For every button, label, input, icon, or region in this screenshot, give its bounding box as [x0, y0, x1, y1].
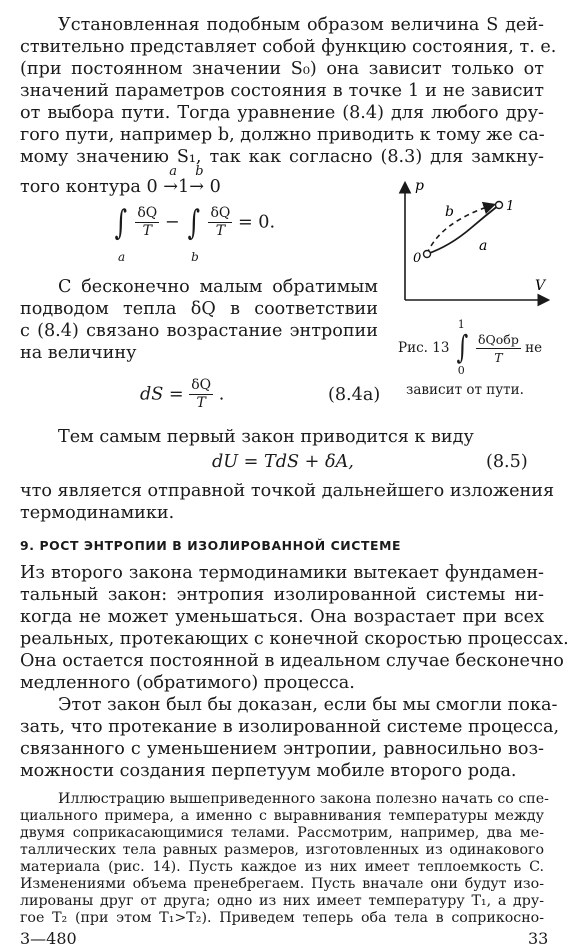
equation-8-5: dU = TdS + δA,	[212, 452, 354, 472]
point-1-label: 1	[506, 199, 515, 214]
page-number: 33	[528, 929, 549, 948]
axis-p-label: p	[415, 178, 424, 194]
eq84a-num: δQ	[191, 377, 212, 393]
point-0-label: 0	[413, 251, 422, 266]
para6-line-2: зать, что протекание в изолированной системе процесса,	[20, 717, 560, 737]
eq84a-lhs: dS =	[140, 384, 184, 405]
para1-line-3: (при постоянном значении S₀) она зависит только от	[20, 59, 544, 79]
fraction-b	[208, 205, 232, 240]
para5-line-2: тальный закон: энтропия изолированной системы ни-	[20, 585, 544, 605]
contour-zero-end: 0	[209, 177, 221, 197]
caption-prefix: Рис. 13	[398, 340, 450, 356]
fraction-b-den: T	[215, 223, 226, 239]
para7-line-3: двумя соприкасающимися телами. Рассмотрим, например, два ме-	[20, 825, 544, 841]
para2-line-3: с (8.4) связано возрастание энтропии	[20, 321, 378, 341]
eq84a-dot: .	[218, 384, 225, 405]
para6-line-1: Этот закон был бы доказан, если бы мы смогли пока-	[58, 695, 558, 715]
para7-line-5: материала (рис. 14). Пусть каждое из них имеет теплоемкость C.	[20, 859, 544, 875]
para2-line-2: подводом тепла δQ в соответствии	[20, 299, 378, 319]
footer-signature: 3—480	[20, 929, 77, 948]
fraction-a-num: δQ	[137, 205, 158, 221]
para5-line-1: Из второго закона термодинамики вытекает фундамен-	[20, 563, 544, 583]
fraction-a	[135, 205, 159, 240]
contour-zero-start: 0	[146, 177, 158, 197]
section-heading: 9. РОСТ ЭНТРОПИИ В ИЗОЛИРОВАННОЙ СИСТЕМЕ	[20, 538, 402, 553]
figure-13-pv-diagram	[395, 178, 555, 308]
para6-line-4: можности создания перпетуум мобиле второго рода.	[20, 761, 517, 781]
caption-fraction-den: T	[494, 349, 503, 365]
para1-line-4: значений параметров состояния в точке 1 и не зависит	[20, 81, 544, 101]
minus-sign: −	[164, 212, 180, 233]
equation-8-4a	[140, 377, 224, 412]
equation-rhs: = 0.	[237, 212, 276, 233]
contour-text: того контура	[20, 177, 141, 197]
eq84a-fraction	[189, 377, 213, 412]
integral-lower-b: b	[191, 249, 199, 264]
equation-closed-contour	[112, 202, 276, 264]
contour-line	[20, 164, 221, 198]
caption-fraction-num: δQобр	[478, 331, 519, 347]
caption-int-upper: 1	[457, 318, 465, 331]
caption-int-sign: ∫	[456, 328, 468, 366]
para7-line-8: гое T₂ (при этом T₁>T₂). Приведем теперь оба тела в соприкосно-	[20, 910, 544, 926]
contour-label-a: a	[169, 164, 178, 179]
caption-int-lower: 0	[457, 364, 465, 377]
para1-line-1: Установленная подобным образом величина S дей-	[58, 15, 544, 35]
caption-integral	[454, 320, 472, 376]
para5-line-4: реальных, протекающих с конечной скоростью процессах.	[20, 629, 569, 649]
para1-line-2: ствительно представляет собой функцию состояния, т. е.	[20, 37, 557, 57]
para5-line-3: когда не может уменьшаться. Она возрастает при всех	[20, 607, 544, 627]
eq84a-number: (8.4a)	[328, 385, 381, 405]
figure-13-caption	[398, 320, 542, 376]
contour-one: 1	[178, 177, 190, 197]
contour-arrow-b: → b	[189, 176, 204, 198]
integral-sign-a: ∫	[114, 202, 128, 243]
para2-line-4: на величину	[20, 343, 137, 363]
path-a-label: a	[479, 238, 488, 254]
eq84a-den: T	[196, 395, 206, 411]
para5-line-5: Она остается постоянной в идеальном случае бесконечно	[20, 651, 564, 671]
para4-line-2: термодинамики.	[20, 503, 175, 523]
integral-lower-a: a	[118, 249, 126, 264]
point-0	[424, 251, 431, 258]
figure-13-caption-line-2: зависит от пути.	[406, 382, 524, 398]
para1-line-6: гого пути, например b, должно приводить к тому же са-	[20, 125, 545, 145]
caption-fraction	[476, 331, 521, 366]
point-1	[496, 202, 503, 209]
integral-sign-b: ∫	[187, 202, 201, 243]
axis-v-label: V	[535, 278, 546, 294]
path-a	[427, 205, 499, 254]
para4-line-1: что является отправной точкой дальнейшего изложения	[20, 481, 555, 501]
fraction-a-den: T	[142, 223, 152, 239]
para7-line-2: циального примера, а именно с выравнивания температуры между	[20, 808, 544, 824]
para1-line-7: мому значению S₁, так как согласно (8.3) для замкну-	[20, 147, 544, 167]
caption-suffix: не	[525, 340, 543, 356]
path-b-label: b	[445, 204, 454, 220]
para7-line-6: Изменениями объема пренебрегаем. Пусть вначале они будут изо-	[20, 876, 544, 892]
para7-line-4: таллических тела равных размеров, изготовленных из одинакового	[20, 842, 544, 858]
para1-line-5: от выбора пути. Тогда уравнение (8.4) для любого дру-	[20, 103, 544, 123]
fraction-b-num: δQ	[210, 205, 231, 221]
para7-line-1: Иллюстрацию вышеприведенного закона полезно начать со спе-	[58, 791, 549, 807]
contour-label-b: b	[195, 164, 204, 179]
contour-arrow-a: → a	[163, 176, 178, 198]
para2-line-1: С бесконечно малым обратимым	[58, 277, 378, 297]
para7-line-7: лированы друг от друга; одно из них имеет температуру T₁, а дру-	[20, 893, 544, 909]
para6-line-3: связанного с уменьшением энтропии, равносильно воз-	[20, 739, 544, 759]
para5-line-6: медленного (обратимого) процесса.	[20, 673, 355, 693]
eq85-number: (8.5)	[486, 452, 528, 472]
para3: Тем самым первый закон приводится к виду	[58, 427, 474, 447]
